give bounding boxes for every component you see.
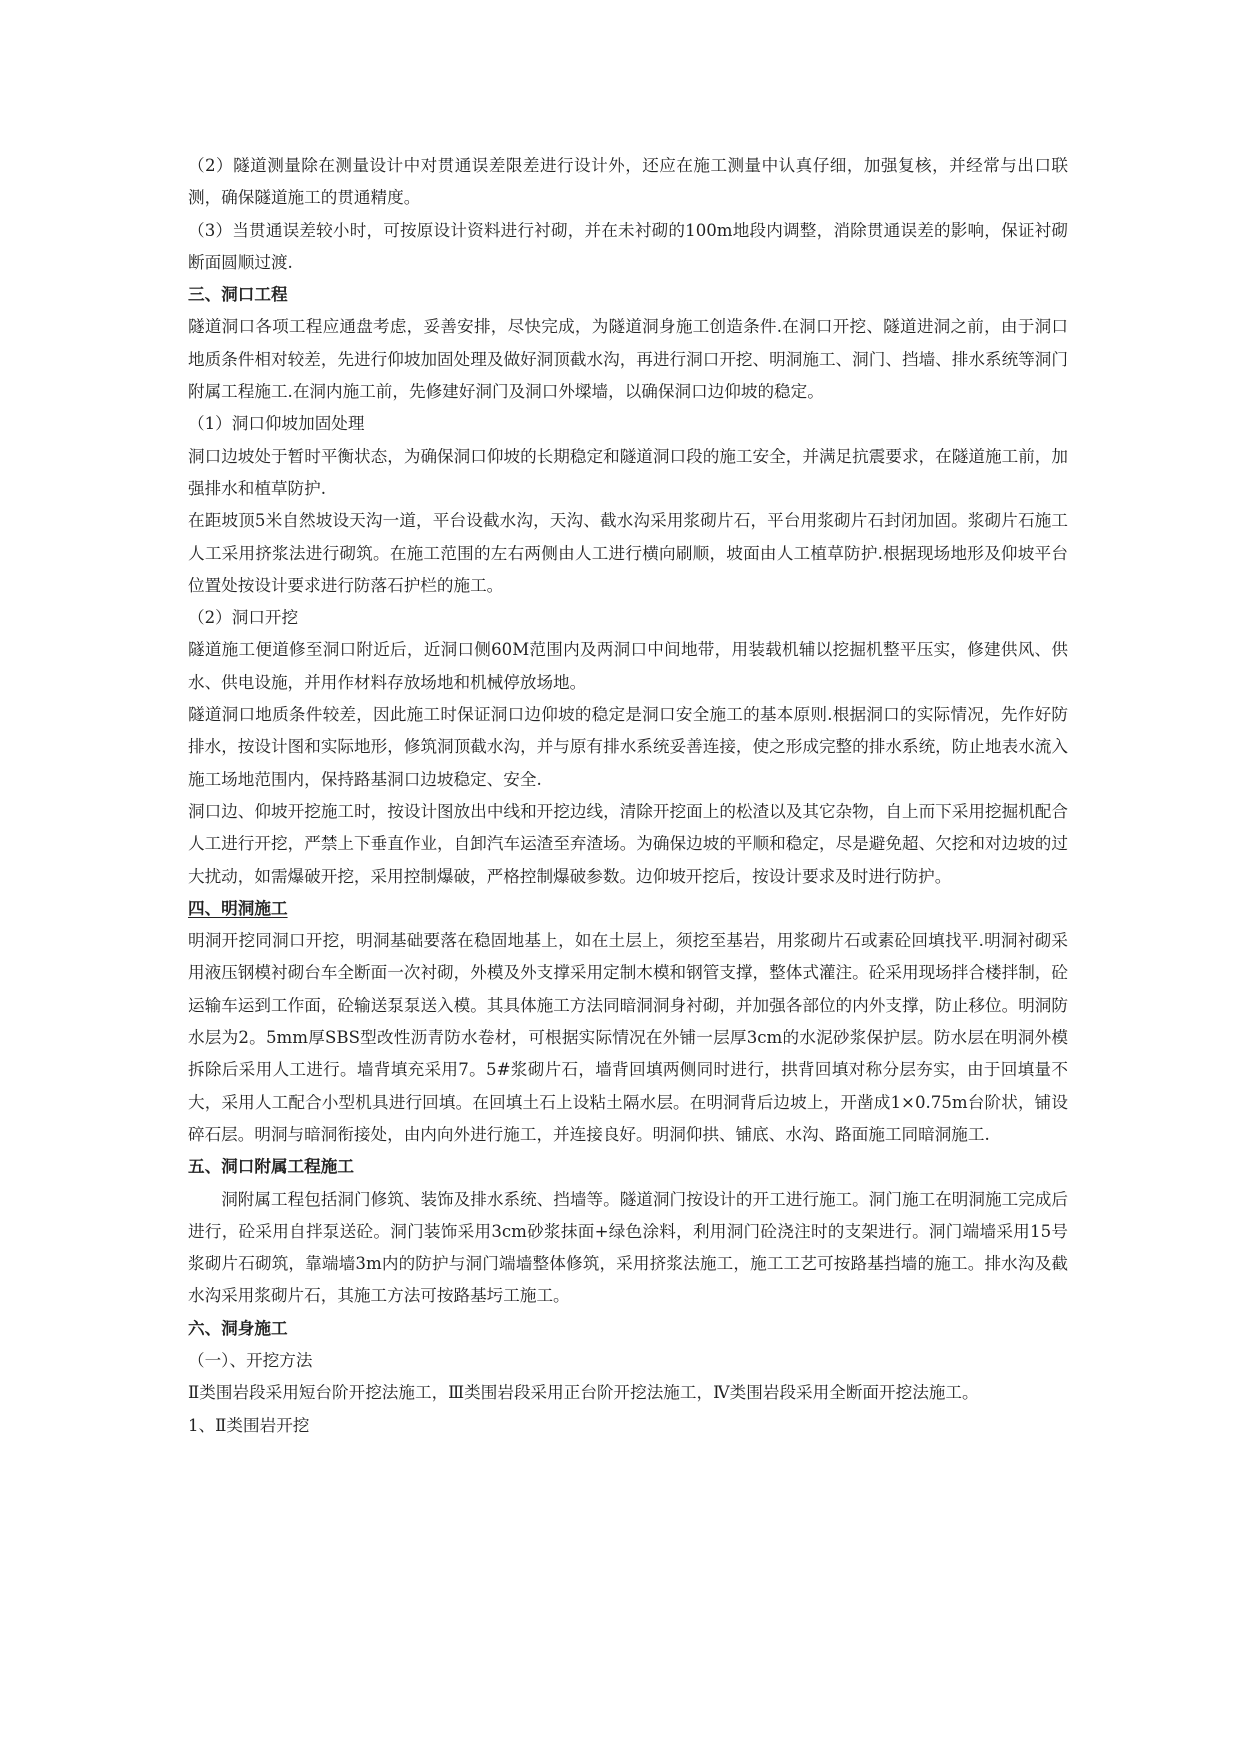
paragraph-portal-intro: 隧道洞口各项工程应通盘考虑，妥善安排，尽快完成，为隧道洞身施工创造条件.在洞口开挖、隧道进洞之前，由于洞口地质条件相对较差，先进行仰坡加固处理及做好洞顶截水沟，再进行洞口开挖、明洞施工、洞门、挡墙、排水系统等洞门附属工程施工.在洞内施工前，先修建好洞门及洞口外墚墙，以确保洞口边仰坡的稳定。 [188,317,1068,402]
subheading-class-2: 1、Ⅱ类围岩开挖 [188,1415,310,1435]
subheading-excavation-method: （一）、开挖方法 [188,1350,313,1370]
paragraph-excavation-method: Ⅱ类围岩段采用短台阶开挖法施工，Ⅲ类围岩段采用正台阶开挖法施工，Ⅳ类围岩段采用全断面开挖法施工。 [188,1383,979,1403]
paragraph-open-cut: 明洞开挖同洞口开挖，明洞基础要落在稳固地基上，如在土层上，须挖至基岩，用浆砌片石或素砼回填找平.明洞衬砌采用液压钢模衬砌台车全断面一次衬砌，外模及外支撑采用定制木模和钢管支撑，整体式灌注。砼采用现场拌合楼拌制，砼运输车运到工作面，砼输送泵泵送入模。其具体施工方法同暗洞洞身衬砌，并加强各部位的内外支撑，防止移位。明洞防水层为2。5mm厚SBS型改性沥青防水卷材，可根据实际情况在外铺一层厚3cm的水泥砂浆保护层。防水层在明洞外模拆除后采用人工进行。墙背填充采用7。5#浆砌片石，墙背回填两侧同时进行，拱背回填对称分层夯实，由于回填量不大，采用人工配合小型机具进行回填。在回填土石上设粘土隔水层。在明洞背后边坡上，开凿成1×0.75m台阶状，铺设碎石层。明洞与暗洞衔接处，由内向外进行施工，并连接良好。明洞仰拱、铺底、水沟、路面施工同暗洞施工. [188,931,1068,1144]
subheading-portal-excavation: （2）洞口开挖 [188,608,299,628]
document-body [188,150,1068,1442]
paragraph-slope-state: 洞口边坡处于暂时平衡状态，为确保洞口仰坡的长期稳定和隧道洞口段的施工安全，并满足抗震要求，在隧道施工前，加强排水和植草防护. [188,446,1068,498]
paragraph-geology: 隧道洞口地质条件较差，因此施工时保证洞口边仰坡的稳定是洞口安全施工的基本原则.根据洞口的实际情况，先作好防排水，按设计图和实际地形，修筑洞顶截水沟，并与原有排水系统妥善连接，使之形成完整的排水系统，防止地表水流入施工场地范围内，保持路基洞口边坡稳定、安全. [188,705,1068,789]
paragraph-ditch: 在距坡顶5米自然坡设天沟一道，平台设截水沟，天沟、截水沟采用浆砌片石，平台用浆砌片石封闭加固。浆砌片石施工人工采用挤浆法进行砌筑。在施工范围的左右两侧由人工进行横向刷顺，坡面由人工植草防护.根据现场地形及仰坡平台位置处按设计要求进行防落石护栏的施工。 [188,511,1068,595]
paragraph-access-road: 隧道施工便道修至洞口附近后，近洞口侧60M范围内及两洞口中间地带，用装载机辅以挖掘机整平压实，修建供风、供水、供电设施，并用作材料存放场地和机械停放场地。 [188,640,1068,692]
section-heading-portal: 三、洞口工程 [188,285,288,305]
section-heading-open-cut: 四、明洞施工 [188,898,288,918]
section-heading-auxiliary: 五、洞口附属工程施工 [188,1157,354,1177]
paragraph-slope-excavation: 洞口边、仰坡开挖施工时，按设计图放出中线和开挖边线，清除开挖面上的松渣以及其它杂物，自上而下采用挖掘机配合人工进行开挖，严禁上下垂直作业，自卸汽车运渣至弃渣场。为确保边坡的平顺和稳定，尽是避免超、欠挖和对边坡的过大扰动，如需爆破开挖，采用控制爆破，严格控制爆破参数。边仰坡开挖后，按设计要求及时进行防护。 [188,801,1068,886]
paragraph-survey-3: （3）当贯通误差较小时，可按原设计资料进行衬砌，并在未衬砌的100m地段内调整，消除贯通误差的影响，保证衬砌断面圆顺过渡. [188,220,1068,272]
paragraph-survey-2: （2）隧道测量除在测量设计中对贯通误差限差进行设计外，还应在施工测量中认真仔细，加强复核，并经常与出口联测，确保隧道施工的贯通精度。 [188,156,1068,208]
section-heading-tunnel-body: 六、洞身施工 [188,1318,288,1338]
paragraph-auxiliary: 洞附属工程包括洞门修筑、装饰及排水系统、挡墙等。隧道洞门按设计的开工进行施工。洞门施工在明洞施工完成后进行，砼采用自拌泵送砼。洞门装饰采用3cm砂浆抹面+绿色涂料，利用洞门砼浇注时的支架进行。洞门端墙采用15号浆砌片石砌筑，靠端墙3m内的防护与洞门端墙整体修筑，采用挤浆法施工，施工工艺可按路基挡墙的施工。排水沟及截水沟采用浆砌片石，其施工方法可按路基圬工施工。 [188,1189,1068,1306]
subheading-slope-reinforcement: （1）洞口仰坡加固处理 [188,414,365,434]
